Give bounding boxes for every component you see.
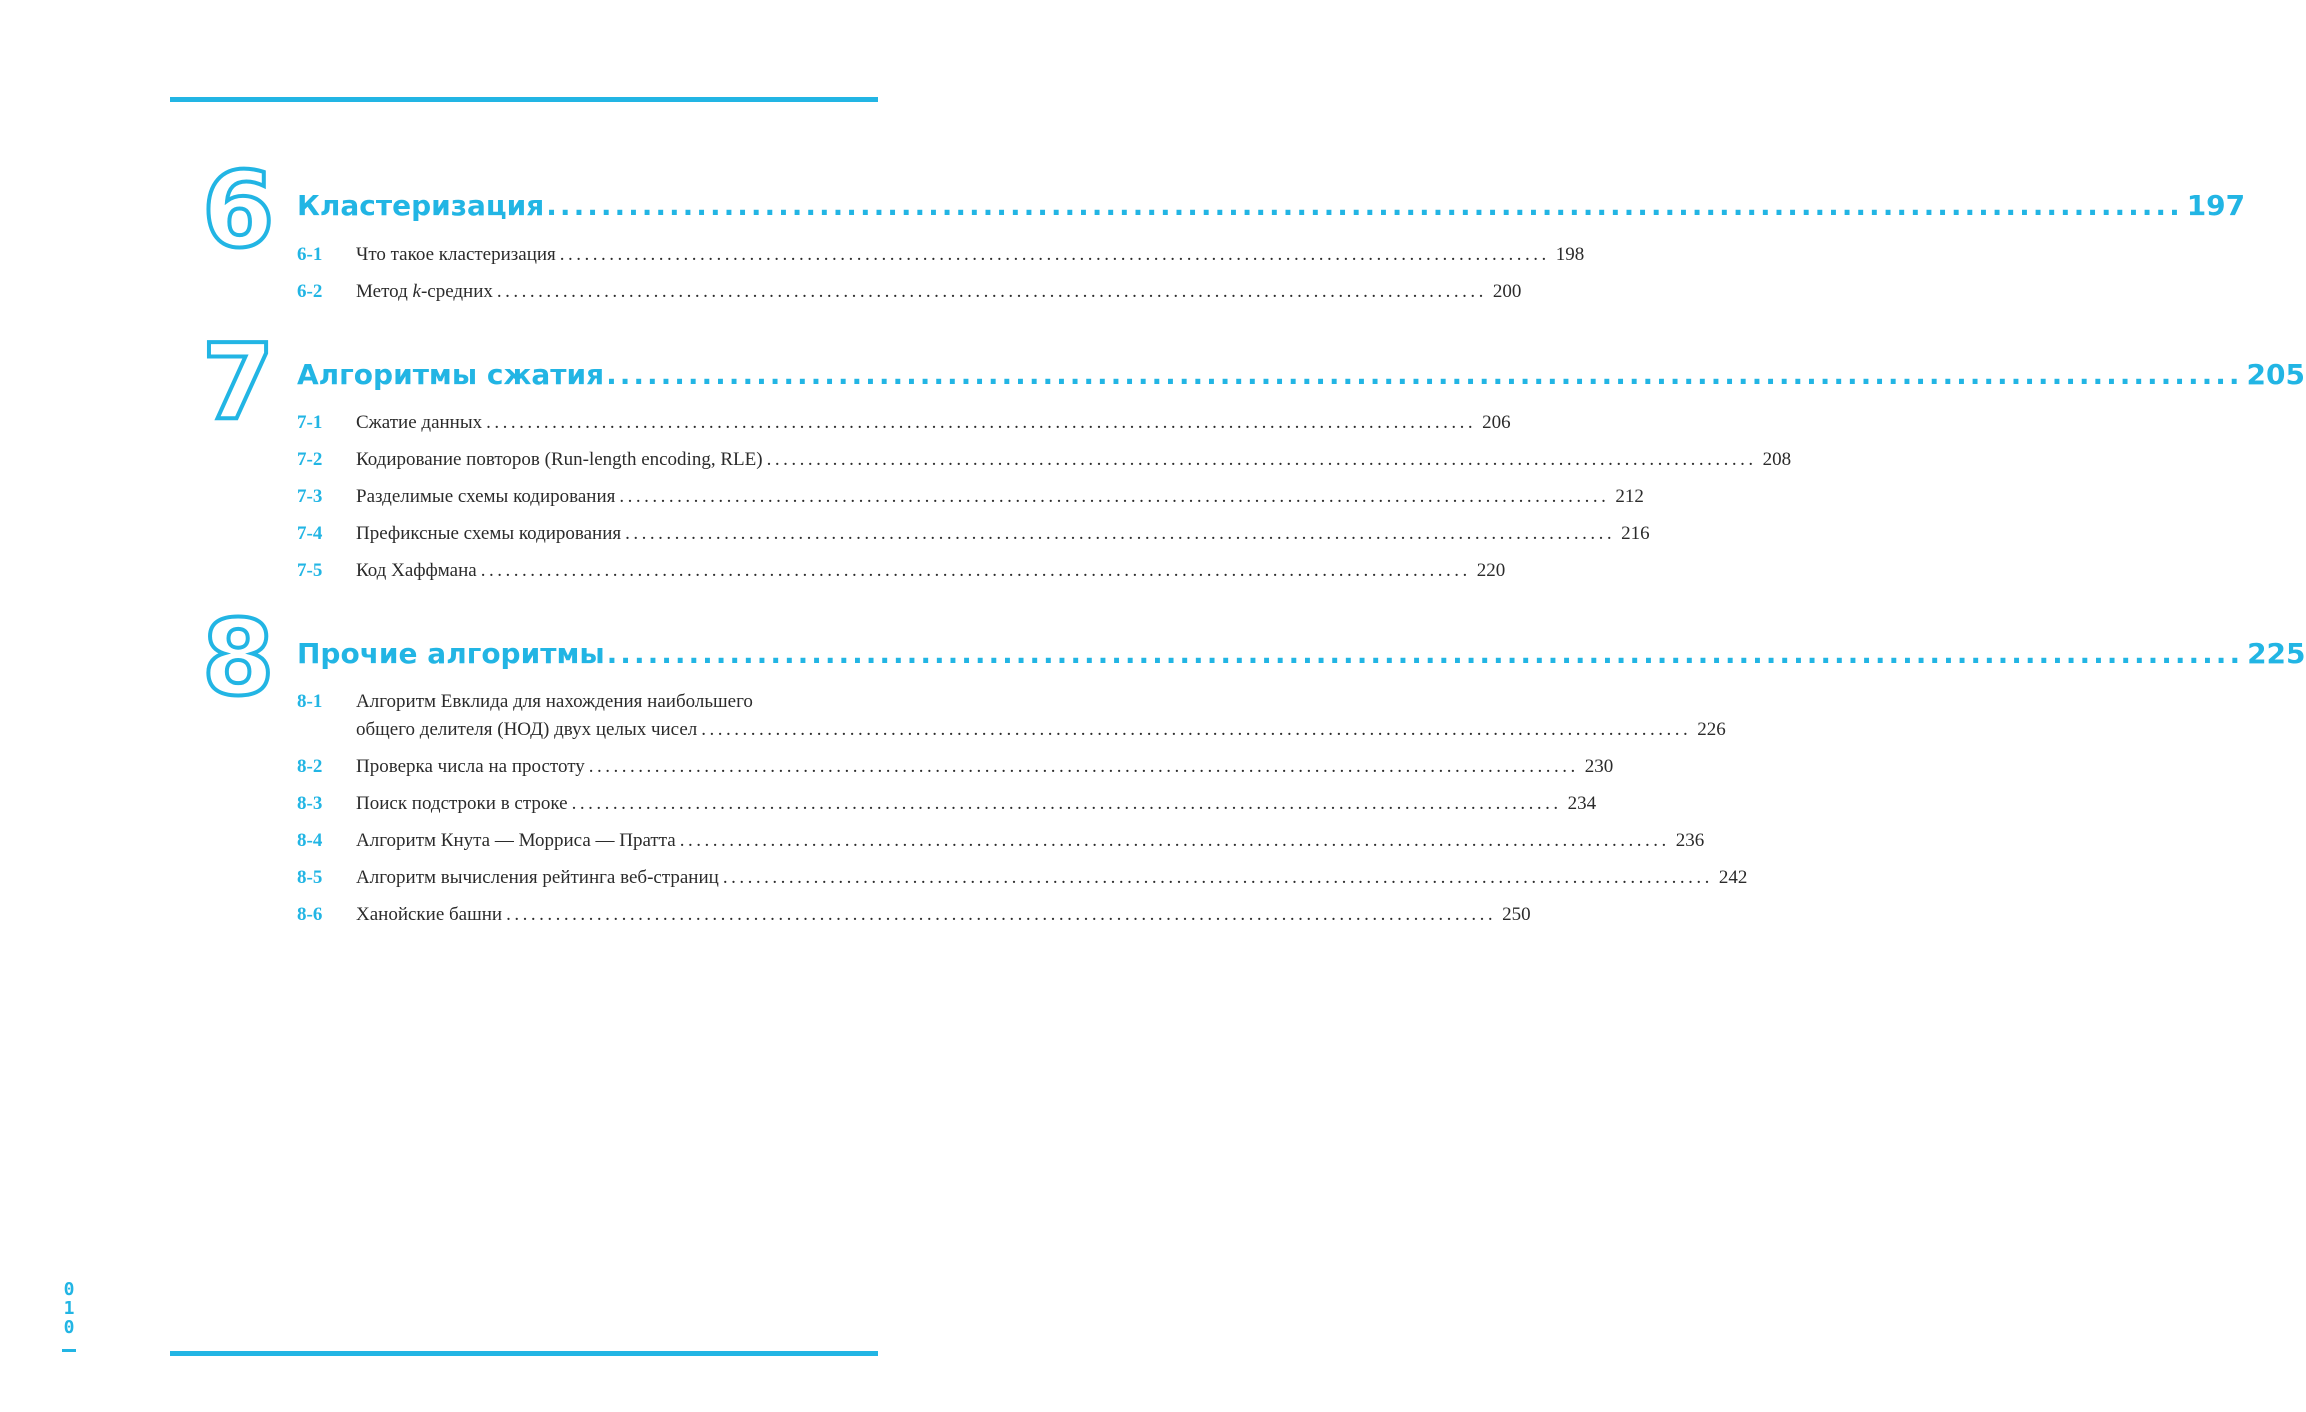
entry-body	[356, 688, 1726, 744]
entry-page-number: 216	[1621, 523, 1650, 544]
page-number-digit: 1	[63, 1298, 75, 1319]
entry-line	[356, 557, 1506, 585]
chapter-heading[interactable]	[297, 189, 2246, 223]
dot-leader: ........................................................................................................................	[701, 719, 1692, 740]
chapter-number: 6	[202, 149, 275, 271]
dot-leader: ........................................................................................................................	[722, 867, 1713, 888]
toc-entry[interactable]	[297, 901, 1531, 929]
entry-page-number: 250	[1502, 904, 1531, 925]
entry-line	[356, 790, 1597, 818]
toc-entry[interactable]	[297, 520, 1650, 548]
entry-title: Разделимые схемы кодирования	[356, 486, 616, 507]
entry-title: Что такое кластеризация	[356, 244, 556, 265]
entry-number: 8-4	[297, 830, 323, 851]
dot-leader: ........................................................................................................................	[480, 560, 1471, 581]
entry-line	[356, 716, 1726, 744]
entry-page-number: 200	[1492, 281, 1522, 302]
top-rule	[170, 97, 878, 102]
entry-line	[356, 483, 1644, 511]
entry-number: 8-5	[297, 867, 323, 888]
entry-number: 8-2	[297, 756, 323, 777]
chapter-heading[interactable]	[297, 637, 2306, 671]
entry-title: Алгоритм вычисления рейтинга веб-страниц	[356, 867, 719, 888]
chapter-number: 8	[202, 597, 275, 719]
entry-page-number: 234	[1567, 793, 1597, 814]
entry-number: 7-3	[297, 486, 323, 507]
entry-title: Ханойские башни	[356, 904, 503, 925]
toc-entry[interactable]	[297, 827, 1705, 855]
entry-title: Префиксные схемы кодирования	[356, 523, 622, 544]
entry-line	[356, 278, 1522, 306]
entry-title: Проверка числа на простоту	[356, 756, 585, 777]
entry-line	[356, 864, 1748, 892]
entry-page-number: 226	[1697, 719, 1726, 740]
entry-page-number: 230	[1584, 756, 1614, 777]
entry-title: Кодирование повторов (Run-length encoding, RLE)	[356, 449, 763, 470]
dot-leader: ........................................................................................................................	[766, 449, 1757, 470]
chapter-heading[interactable]	[297, 358, 2305, 392]
entry-page-number: 220	[1476, 560, 1506, 581]
toc-entry[interactable]	[297, 409, 1511, 437]
entry-body	[356, 446, 1792, 474]
chapter-title: Алгоритмы сжатия	[297, 358, 605, 391]
toc-entry[interactable]	[297, 790, 1597, 818]
entry-line	[356, 901, 1531, 929]
dot-leader: ........................................................................................................................	[606, 637, 2244, 670]
dot-leader: ........................................................................................................................	[496, 281, 1487, 302]
chapter-page-number: 205	[2246, 358, 2305, 391]
entry-number: 6-1	[297, 244, 323, 265]
entry-number: 7-1	[297, 412, 323, 433]
entry-number: 7-2	[297, 449, 323, 470]
entry-title: Сжатие данных	[356, 412, 483, 433]
toc-entry[interactable]	[297, 278, 1522, 306]
dot-leader: ........................................................................................................................	[619, 486, 1610, 507]
entry-title: Метод k-средних	[356, 281, 493, 302]
entry-line	[356, 688, 873, 716]
entry-number: 8-6	[297, 904, 323, 925]
entry-body	[356, 827, 1705, 855]
page-number-digit: 0	[63, 1279, 75, 1300]
dot-leader: ........................................................................................................................	[546, 189, 2183, 222]
dot-leader: ........................................................................................................................	[506, 904, 1497, 925]
chapter-number: 7	[202, 321, 275, 443]
dot-leader: ........................................................................................................................	[486, 412, 1477, 433]
entry-line	[356, 827, 1705, 855]
entry-body	[356, 409, 1511, 437]
entry-page-number: 242	[1718, 867, 1748, 888]
toc-entry[interactable]	[297, 483, 1644, 511]
dot-leader: ........................................................................................................................	[625, 523, 1616, 544]
entry-body	[356, 241, 1585, 269]
entry-page-number: 198	[1555, 244, 1585, 265]
page-number-digit: 0	[63, 1317, 75, 1338]
toc-entry[interactable]	[297, 688, 1726, 744]
entry-line	[356, 520, 1650, 548]
dot-leader: ........................................................................................................................	[559, 244, 1550, 265]
entry-number: 8-3	[297, 793, 323, 814]
entry-number: 8-1	[297, 691, 323, 712]
entry-page-number: 208	[1762, 449, 1792, 470]
toc-entry[interactable]	[297, 446, 1792, 474]
dot-leader: ........................................................................................................................	[588, 756, 1579, 777]
entry-body	[356, 557, 1506, 585]
entry-title: Код Хаффмана	[356, 560, 477, 581]
entry-title: общего делителя (НОД) двух целых чисел	[356, 719, 698, 740]
entry-body	[356, 901, 1531, 929]
entry-number: 7-4	[297, 523, 323, 544]
chapter-title: Прочие алгоритмы	[297, 637, 605, 670]
entry-body	[356, 278, 1522, 306]
entry-number: 6-2	[297, 281, 323, 302]
toc-entry[interactable]	[297, 241, 1585, 269]
chapter-page-number: 197	[2186, 189, 2246, 222]
entry-line	[356, 753, 1614, 781]
dot-leader: ........................................................................................................................	[571, 793, 1562, 814]
toc-entry[interactable]	[297, 557, 1506, 585]
entry-body	[356, 753, 1614, 781]
entry-line	[356, 409, 1511, 437]
entry-number: 7-5	[297, 560, 323, 581]
entry-title: Алгоритм Евклида для нахождения наибольшего	[356, 691, 753, 712]
dot-leader: ........................................................................................................................	[606, 358, 2243, 391]
dot-leader: ........................................................................................................................	[679, 830, 1670, 851]
toc-entry[interactable]	[297, 753, 1614, 781]
toc-entry[interactable]	[297, 864, 1748, 892]
page-number	[60, 1280, 78, 1337]
entry-body	[356, 520, 1650, 548]
entry-line	[356, 241, 1585, 269]
entry-title: Поиск подстроки в строке	[356, 793, 568, 814]
entry-title: Алгоритм Кнута — Морриса — Пратта	[356, 830, 676, 851]
entry-body	[356, 790, 1597, 818]
entry-page-number: 212	[1615, 486, 1644, 507]
entry-line	[356, 446, 1792, 474]
entry-body	[356, 483, 1644, 511]
entry-page-number: 236	[1675, 830, 1705, 851]
entry-body	[356, 864, 1748, 892]
chapter-page-number: 225	[2247, 637, 2306, 670]
bottom-rule	[170, 1351, 878, 1356]
page-number-bar	[62, 1349, 76, 1352]
entry-page-number: 206	[1482, 412, 1511, 433]
chapter-title: Кластеризация	[297, 189, 545, 222]
